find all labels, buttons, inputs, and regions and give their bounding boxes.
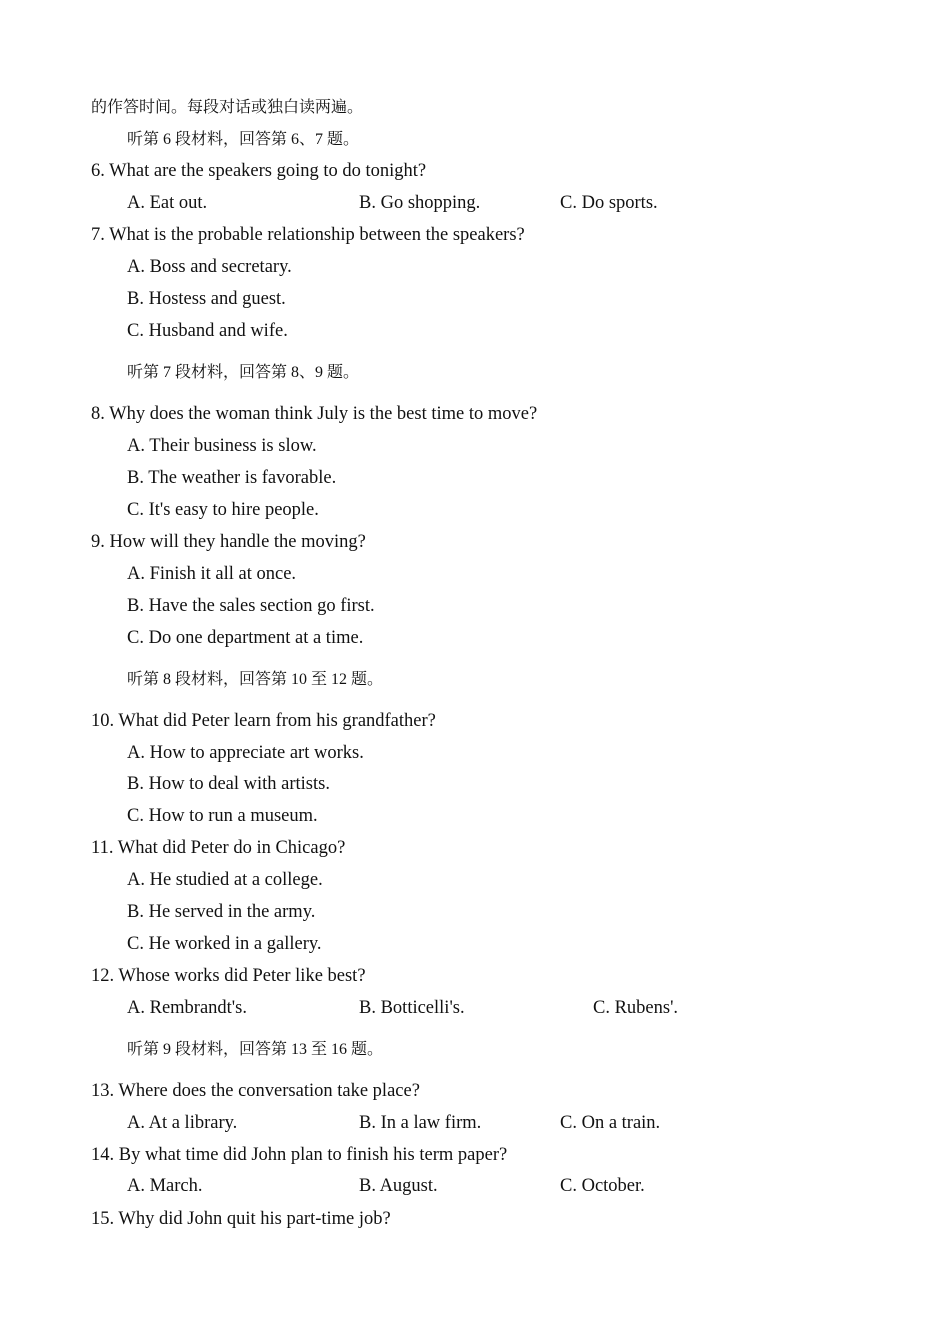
q6-option-c: C. Do sports. [560, 193, 658, 213]
section-heading-9: 听第 9 段材料，回答第 13 至 16 题。 [127, 1041, 384, 1058]
question-15: 15. Why did John quit his part-time job? [91, 1209, 391, 1229]
question-12: 12. Whose works did Peter like best? [91, 966, 366, 986]
q7-option-a: A. Boss and secretary. [127, 257, 292, 277]
q13-option-c: C. On a train. [560, 1113, 661, 1133]
question-14: 14. By what time did John plan to finish his term paper? [91, 1145, 508, 1165]
q12-option-b: B. Botticelli's. [359, 998, 465, 1018]
q8-option-b: B. The weather is favorable. [127, 468, 337, 488]
q11-option-b: B. He served in the army. [127, 902, 316, 922]
q12-option-c: C. Rubens'. [593, 998, 679, 1018]
q9-option-b: B. Have the sales section go first. [127, 596, 375, 616]
q14-option-b: B. August. [359, 1176, 438, 1196]
section-heading-7: 听第 7 段材料，回答第 8、9 题。 [127, 364, 360, 381]
q14-option-a: A. March. [127, 1176, 203, 1196]
question-6: 6. What are the speakers going to do tonight? [91, 161, 427, 181]
q8-option-c: C. It's easy to hire people. [127, 500, 319, 520]
q13-option-a: A. At a library. [127, 1113, 238, 1133]
intro-text: 的作答时间。每段对话或独白读两遍。 [91, 99, 364, 116]
q10-option-c: C. How to run a museum. [127, 806, 318, 826]
q11-option-a: A. He studied at a college. [127, 870, 323, 890]
q8-option-a: A. Their business is slow. [127, 436, 317, 456]
question-9: 9. How will they handle the moving? [91, 532, 366, 552]
question-10: 10. What did Peter learn from his grandfather? [91, 711, 436, 731]
q12-option-a: A. Rembrandt's. [127, 998, 247, 1018]
section-heading-6: 听第 6 段材料，回答第 6、7 题。 [127, 131, 360, 148]
q6-option-a: A. Eat out. [127, 193, 208, 213]
q6-option-b: B. Go shopping. [359, 193, 481, 213]
section-heading-8: 听第 8 段材料，回答第 10 至 12 题。 [127, 671, 384, 688]
q7-option-b: B. Hostess and guest. [127, 289, 286, 309]
question-7: 7. What is the probable relationship between the speakers? [91, 225, 525, 245]
question-11: 11. What did Peter do in Chicago? [91, 838, 346, 858]
q10-option-a: A. How to appreciate art works. [127, 743, 364, 763]
q7-option-c: C. Husband and wife. [127, 321, 288, 341]
q10-option-b: B. How to deal with artists. [127, 774, 330, 794]
q14-option-c: C. October. [560, 1176, 645, 1196]
q9-option-a: A. Finish it all at once. [127, 564, 297, 584]
q11-option-c: C. He worked in a gallery. [127, 934, 322, 954]
question-13: 13. Where does the conversation take place? [91, 1081, 420, 1101]
q9-option-c: C. Do one department at a time. [127, 628, 364, 648]
question-8: 8. Why does the woman think July is the best time to move? [91, 404, 538, 424]
q13-option-b: B. In a law firm. [359, 1113, 482, 1133]
